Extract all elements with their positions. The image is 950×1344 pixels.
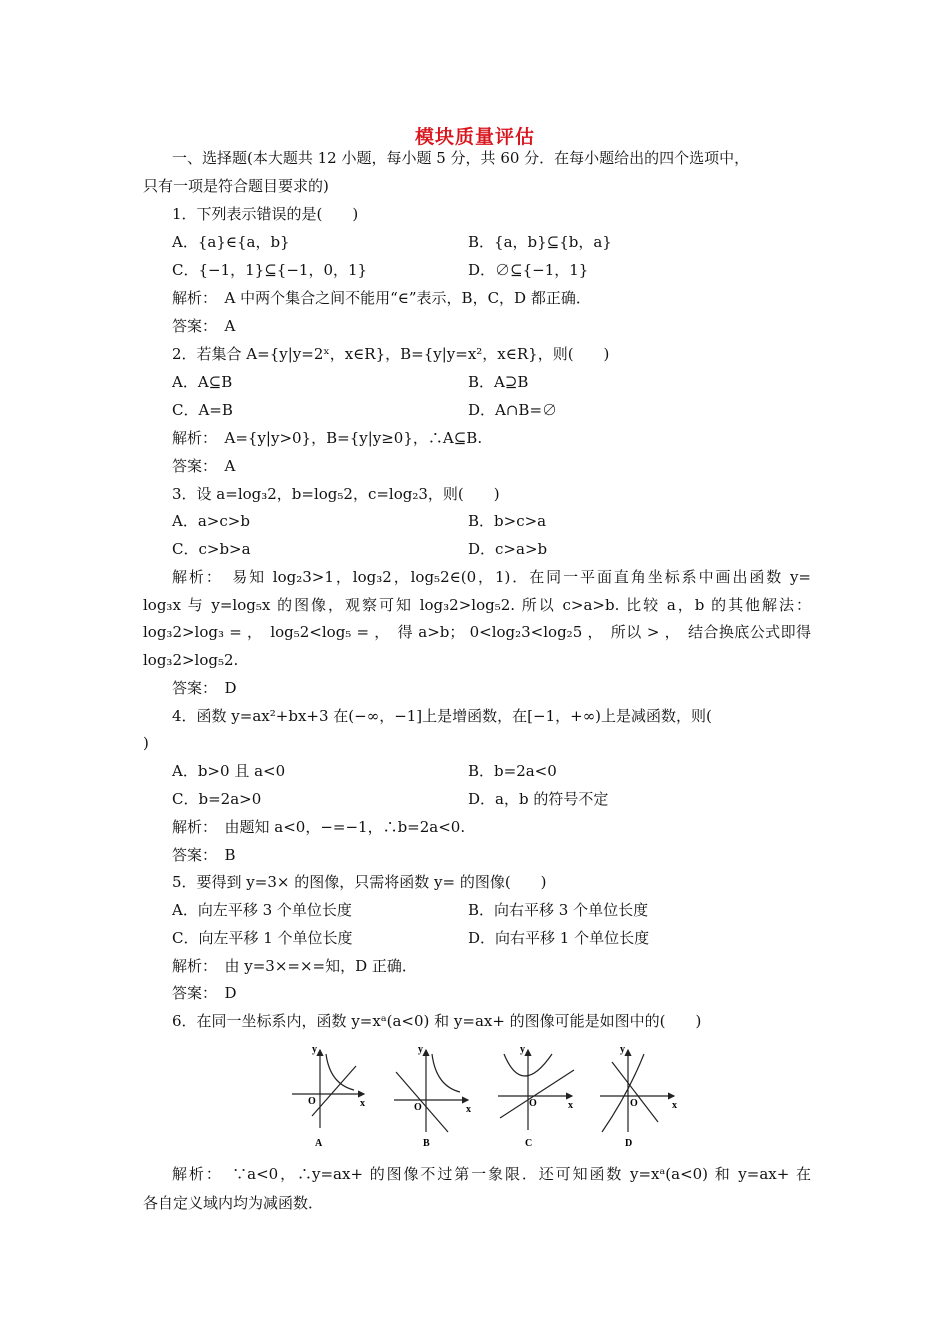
q3-analysis-line-3: log₃2>log₃ = ， log₅2<log₅ = ， 得 a>b； 0<log₂3<log₂5 ， 所以 > ， 结合换底公式即得 [143,623,811,641]
q5-answer: 答案： D [172,984,237,1002]
graph-c-x-label: x [568,1100,573,1111]
graph-d-y-label: y [620,1044,625,1055]
graph-b [394,1050,468,1132]
graph-b-caption: B [423,1138,430,1149]
graph-d-curve [602,1054,644,1132]
graph-d-line [612,1062,658,1122]
q4-analysis: 解析： 由题知 a<0，−=−1，∴b=2a<0. [172,818,466,836]
q6-analysis-line-2: 各自定义域内均为减函数． [143,1194,324,1212]
graph-d [600,1050,674,1132]
graph-b-x-label: x [466,1104,471,1115]
q4-option-d: D．a，b 的符号不定 [468,790,609,808]
q1-option-a: A．{a}∈{a，b} [172,233,290,251]
graph-c-line [500,1070,574,1118]
q5-option-c: C．向左平移 1 个单位长度 [172,929,353,947]
graph-a-y-label: y [312,1044,317,1055]
graph-b-line [396,1072,448,1132]
q5-analysis: 解析： 由 y=3×=×=知，D 正确． [172,957,417,975]
q2-answer: 答案： A [172,457,236,475]
q3-analysis-line-2: log₃x 与 y=log₅x 的图像，观察可知 log₃2>log₅2. 所以 c>a>b. 比较 a，b 的其他解法： [143,596,811,614]
q1-option-d: D．∅⊆{−1，1} [468,261,589,279]
q5-option-d: D．向右平移 1 个单位长度 [468,929,650,947]
graph-c [498,1050,574,1130]
q4-option-c: C．b=2a>0 [172,790,262,808]
q1-option-b: B．{a，b}⊆{b，a} [468,233,612,251]
q3-analysis-line-4: log₃2>log₅2. [143,651,239,669]
q3-option-a: A．a>c>b [172,512,250,530]
graph-d-x-label: x [672,1100,677,1111]
graph-a-line [312,1066,356,1116]
question-6-stem: 6．在同一坐标系内，函数 y=xᵃ(a<0) 和 y=ax+ 的图像可能是如图中的( ) [172,1012,702,1030]
q2-analysis: 解析： A={y|y>0}，B={y|y≥0}，∴A⊆B. [172,429,483,447]
q1-answer: 答案： A [172,317,236,335]
question-3-stem: 3．设 a=log₃2，b=log₅2，c=log₂3，则( ) [172,485,500,503]
q2-option-c: C．A=B [172,401,233,419]
q3-option-c: C．c>b>a [172,540,251,558]
q6-analysis-line-1: 解析： ∵a<0，∴y=ax+ 的图像不过第一象限．还可知函数 y=xᵃ(a<0) 和 y=ax+ 在 [172,1165,811,1183]
graph-c-origin-label: O [529,1098,537,1109]
q2-option-a: A．A⊆B [172,373,233,391]
q5-option-b: B．向右平移 3 个单位长度 [468,901,649,919]
question-4-stem: 4．函数 y=ax²+bx+3 在(−∞，−1]上是增函数，在[−1，+∞)上是减函数，则( [172,707,712,725]
question-5-stem: 5．要得到 y=3× 的图像，只需将函数 y= 的图像( ) [172,873,547,891]
question-2-stem: 2．若集合 A={y|y=2ˣ，x∈R}，B={y|y=x²，x∈R}，则( ) [172,345,610,363]
question-1-stem: 1．下列表示错误的是( ) [172,205,359,223]
q4-option-a: A．b>0 且 a<0 [172,762,286,780]
graph-b-origin-label: O [414,1102,422,1113]
q3-option-d: D．c>a>b [468,540,548,558]
q5-option-a: A．向左平移 3 个单位长度 [172,901,352,919]
graph-d-origin-label: O [630,1098,638,1109]
graph-c-caption: C [525,1138,533,1149]
graph-a [292,1050,364,1128]
q3-analysis-line-1: 解析： 易知 log₂3>1，log₃2，log₅2∈(0，1)．在同一平面直角坐标系中画出函数 y= [172,568,811,586]
question-4-stem-cont: ) [143,734,149,752]
graph-d-caption: D [625,1138,633,1149]
graph-a-x-label: x [360,1098,365,1109]
q1-analysis: 解析： A 中两个集合之间不能用“∈”表示，B，C，D 都正确． [172,289,591,307]
q2-option-b: B．A⊇B [468,373,529,391]
section-heading: 一、选择题(本大题共 12 小题，每小题 5 分，共 60 分．在每小题给出的四个选项中， [172,149,750,167]
q2-option-d: D．A∩B=∅ [468,401,558,419]
graph-b-power-curve [432,1054,460,1092]
q4-option-b: B．b=2a<0 [468,762,557,780]
q4-answer: 答案： B [172,846,236,864]
q6-graph-figure [282,1040,682,1152]
q3-option-b: B．b>c>a [468,512,547,530]
graph-a-origin-label: O [308,1096,316,1107]
graph-c-y-label: y [520,1044,525,1055]
graph-b-y-label: y [418,1044,423,1055]
section-heading-cont: 只有一项是符合题目要求的) [143,177,329,195]
page-title: 模块质量评估 [414,126,535,148]
graph-a-caption: A [315,1138,323,1149]
q3-answer: 答案： D [172,679,237,697]
q1-option-c: C．{−1，1}⊆{−1，0，1} [172,261,368,279]
